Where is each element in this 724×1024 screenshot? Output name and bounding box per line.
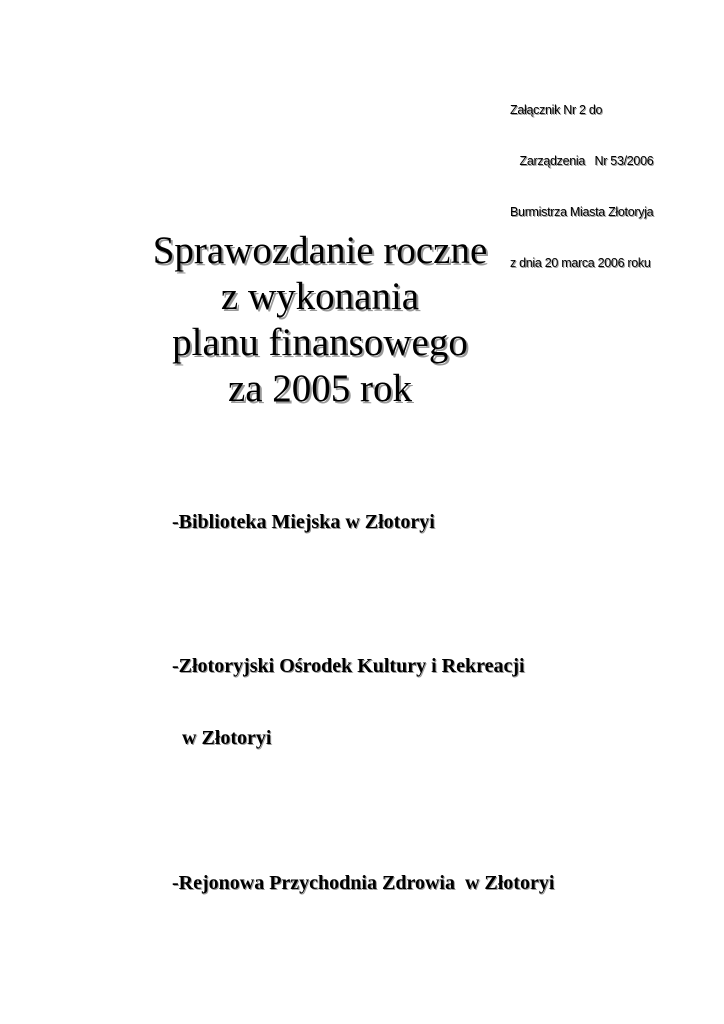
unit-line: -Złotoryjski Ośrodek Kultury i Rekreacji	[172, 655, 525, 677]
title-line: Sprawozdanie roczne	[152, 229, 488, 272]
title-line: za 2005 rok	[227, 367, 413, 410]
unit-culture-center	[172, 606, 554, 798]
document-title	[0, 228, 724, 412]
unit-line: -Biblioteka Miejska w Złotoryi	[172, 511, 435, 533]
title-line: planu finansowego	[172, 321, 468, 364]
unit-health-clinic	[172, 823, 554, 943]
annex-line: Zarządzenia Nr 53/2006	[510, 154, 654, 168]
annex-line: Burmistrza Miasta Złotoryja	[510, 205, 654, 219]
unit-library	[172, 462, 554, 582]
annex-line: z dnia 20 marca 2006 roku	[510, 256, 651, 270]
unit-list	[172, 462, 554, 943]
annex-line: Załącznik Nr 2 do	[510, 103, 603, 117]
unit-line: -Rejonowa Przychodnia Zdrowia w Złotoryi	[172, 872, 555, 894]
unit-line: w Złotoryi	[172, 727, 272, 749]
title-line: z wykonania	[220, 275, 420, 318]
